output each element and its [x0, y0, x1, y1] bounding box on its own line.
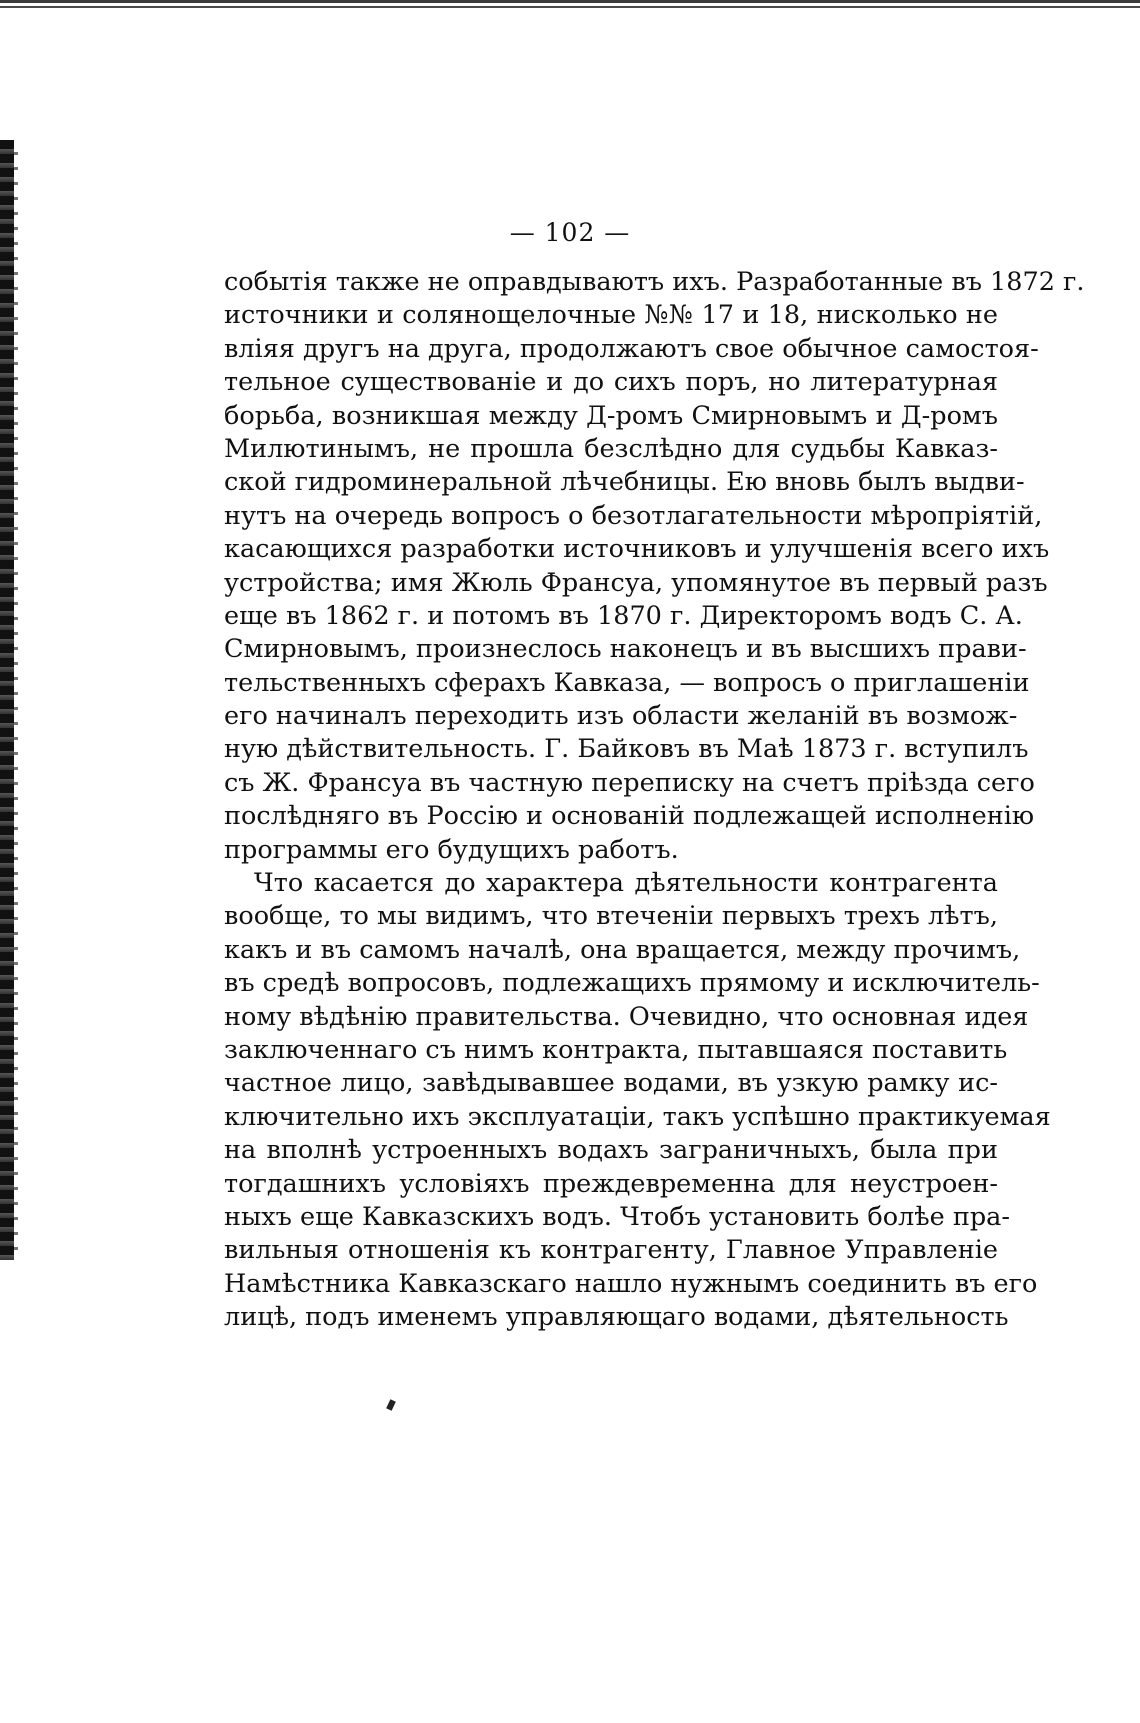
- text-line: ключительно ихъ эксплуатаціи, такъ успѣшно практикуемая: [224, 1101, 1051, 1132]
- text-line: тельное существованіе и до сихъ поръ, но литературная: [224, 367, 998, 398]
- text-line: устройства; имя Жюль Франсуа, упомянутое въ первый разъ: [224, 567, 1048, 598]
- text-line: вильныя отношенія къ контрагенту, Главное Управленіе: [224, 1235, 998, 1266]
- text-line: его начиналъ переходить изъ области желаній въ возмож-: [224, 701, 1018, 732]
- text-line: Намѣстника Кавказскаго нашло нужнымъ соединить въ его: [224, 1268, 1038, 1299]
- text-line: борьба, возникшая между Д-ромъ Смирновымъ и Д-ромъ: [224, 400, 998, 431]
- text-line: ской гидроминеральной лѣчебницы. Ею вновь былъ выдви-: [224, 467, 1025, 498]
- text-line: ную дѣйствительность. Г. Байковъ въ Маѣ 1873 г. вступилъ: [224, 734, 1029, 765]
- text-line: частное лицо, завѣдывавшее водами, въ узкую рамку ис-: [224, 1068, 998, 1099]
- text-line: ныхъ еще Кавказскихъ водъ. Чтобъ установить болѣе пра-: [224, 1201, 1010, 1232]
- text-line: источники и солянощелочные №№ 17 и 18, нисколько не: [224, 300, 998, 331]
- text-line: какъ и въ самомъ началѣ, она вращается, между прочимъ,: [224, 934, 1021, 965]
- text-line: лицѣ, подъ именемъ управляющаго водами, дѣятельность: [224, 1302, 1009, 1333]
- text-line: касающихся разработки источниковъ и улучшенія всего ихъ: [224, 534, 1050, 565]
- text-line: тогдашнихъ условіяхъ преждевременна для неустроен-: [224, 1168, 998, 1199]
- body-text: [224, 266, 1085, 1335]
- text-line: на вполнѣ устроенныхъ водахъ заграничныхъ, была при: [224, 1135, 998, 1166]
- scan-top-edge: [0, 0, 1140, 10]
- text-line: заключеннаго съ нимъ контракта, пытавшаяся поставить: [224, 1034, 1008, 1065]
- scan-speck: [386, 1399, 396, 1411]
- scan-left-edge: [0, 140, 14, 1260]
- text-line: вліяя другъ на друга, продолжаютъ свое обычное самостоя-: [224, 333, 1039, 364]
- text-line: вообще, то мы видимъ, что втеченіи первыхъ трехъ лѣтъ,: [224, 901, 998, 932]
- page-number: — 102 —: [509, 218, 631, 247]
- text-line: Смирновымъ, произнеслось наконецъ и въ высшихъ прави-: [224, 634, 1027, 665]
- text-line: еще въ 1862 г. и потомъ въ 1870 г. Директоромъ водъ С. А.: [224, 600, 1023, 631]
- text-line: программы его будущихъ работъ.: [224, 834, 679, 865]
- text-line: событія также не оправдываютъ ихъ. Разработанные въ 1872 г.: [224, 267, 1085, 297]
- text-line: нутъ на очередь вопросъ о безотлагательности мѣропріятій,: [224, 500, 1043, 531]
- text-line: послѣдняго въ Россію и основаній подлежащей исполненію: [224, 801, 1035, 832]
- text-line: тельственныхъ сферахъ Кавказа, — вопросъ о приглашеніи: [224, 667, 1030, 698]
- text-line: Что касается до характера дѣятельности контрагента: [254, 868, 998, 899]
- text-line: въ средѣ вопросовъ, подлежащихъ прямому и исключитель-: [224, 968, 1040, 999]
- text-line: съ Ж. Франсуа въ частную переписку на счетъ пріѣзда сего: [224, 767, 1035, 798]
- text-line: ному вѣдѣнію правительства. Очевидно, что основная идея: [224, 1001, 1029, 1032]
- text-line: Милютинымъ, не прошла безслѣдно для судьбы Кавказ-: [224, 433, 998, 464]
